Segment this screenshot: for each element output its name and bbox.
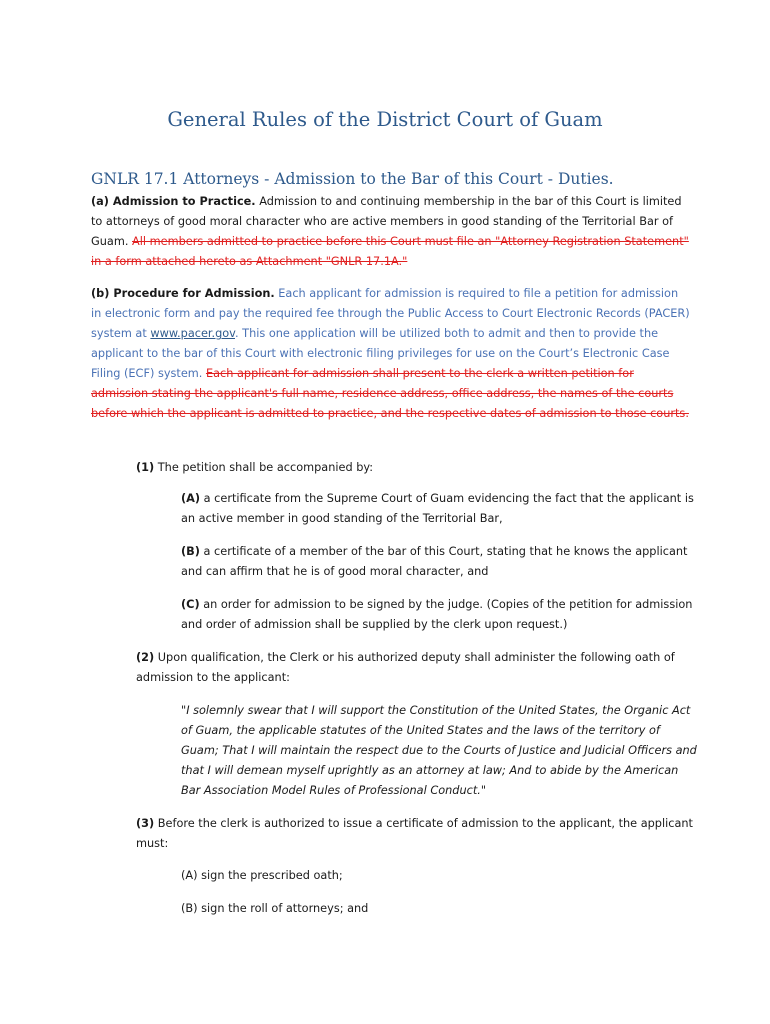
item-3b-paragraph: (B) sign the roll of attorneys; and bbox=[181, 902, 369, 915]
item-1c-label: (C) bbox=[181, 598, 200, 611]
section-b-text-1: Each applicant for admission is required to file a petition for admission in electronic form and pay the required fee through the Public Access to Court Electronic Records (PACER) system at bbox=[91, 287, 690, 340]
item-1a-paragraph bbox=[181, 489, 701, 529]
document-title: General Rules of the District Court of Guam bbox=[167, 108, 603, 131]
item-1b-paragraph bbox=[181, 542, 701, 582]
section-b-text-2: . This one application will be utilized both to admit and then to provide the applicant to the bar of this Court with electronic filing privileges for use on the Court’s Electronic Case Filing (ECF) system. bbox=[91, 327, 670, 380]
pacer-link[interactable]: www.pacer.gov bbox=[150, 327, 235, 340]
rule-heading: GNLR 17.1 Attorneys - Admission to the Bar of this Court - Duties. bbox=[91, 170, 614, 188]
item-2-text: Upon qualification, the Clerk or his authorized deputy shall administer the following oath of admission to the applicant: bbox=[136, 651, 675, 684]
item-1-label: (1) bbox=[136, 461, 155, 474]
section-a-text: Admission to and continuing membership in the bar of this Court is limited to attorneys of good moral character who are active members in good standing of the Territorial Bar of Guam. bbox=[91, 195, 682, 248]
item-1b-text: a certificate of a member of the bar of this Court, stating that he knows the applicant and can affirm that he is of good moral character, and bbox=[181, 545, 688, 578]
item-1c-paragraph bbox=[181, 595, 701, 635]
item-1a-label: (A) bbox=[181, 492, 201, 505]
item-2-paragraph bbox=[136, 648, 696, 688]
item-1b-label: (B) bbox=[181, 545, 200, 558]
section-b-struck-text: Each applicant for admission shall present to the clerk a written petition for admission stating the applicant's full name, residence address, office address, the names of the courts before which the applicant is admitted to practice, and the respective dates of admission to those courts. bbox=[91, 367, 689, 420]
item-3-paragraph bbox=[136, 814, 696, 854]
item-2-label: (2) bbox=[136, 651, 155, 664]
section-a-struck-text: All members admitted to practice before this Court must file an "Attorney Registration Statement" in a form attached hereto as Attachment "GNLR 17.1A." bbox=[91, 235, 689, 268]
section-b-paragraph bbox=[91, 284, 691, 424]
item-1c-text: an order for admission to be signed by the judge. (Copies of the petition for admission and order of admission shall be supplied by the clerk upon request.) bbox=[181, 598, 693, 631]
oath-quote: "I solemnly swear that I will support the Constitution of the United States, the Organic Act of Guam, the applicable statutes of the United States and the laws of the territory of Guam; That I will maintain the respect due to the Courts of Justice and Judicial Officers and that I will demean myself uprightly as an attorney at law; And to abide by the American Bar Association Model Rules of Professional Conduct." bbox=[181, 704, 697, 797]
section-a-paragraph bbox=[91, 192, 691, 272]
item-1-paragraph bbox=[136, 458, 696, 478]
item-1-text: The petition shall be accompanied by: bbox=[154, 461, 374, 474]
section-b-label: (b) Procedure for Admission. bbox=[91, 287, 275, 300]
item-3-text: Before the clerk is authorized to issue a certificate of admission to the applicant, the applicant must: bbox=[136, 817, 693, 850]
section-a-label: (a) Admission to Practice. bbox=[91, 195, 256, 208]
item-1a-text: a certificate from the Supreme Court of Guam evidencing the fact that the applicant is an active member in good standing of the Territorial Bar, bbox=[181, 492, 694, 525]
item-3-label: (3) bbox=[136, 817, 155, 830]
item-3a-paragraph: (A) sign the prescribed oath; bbox=[181, 869, 343, 882]
